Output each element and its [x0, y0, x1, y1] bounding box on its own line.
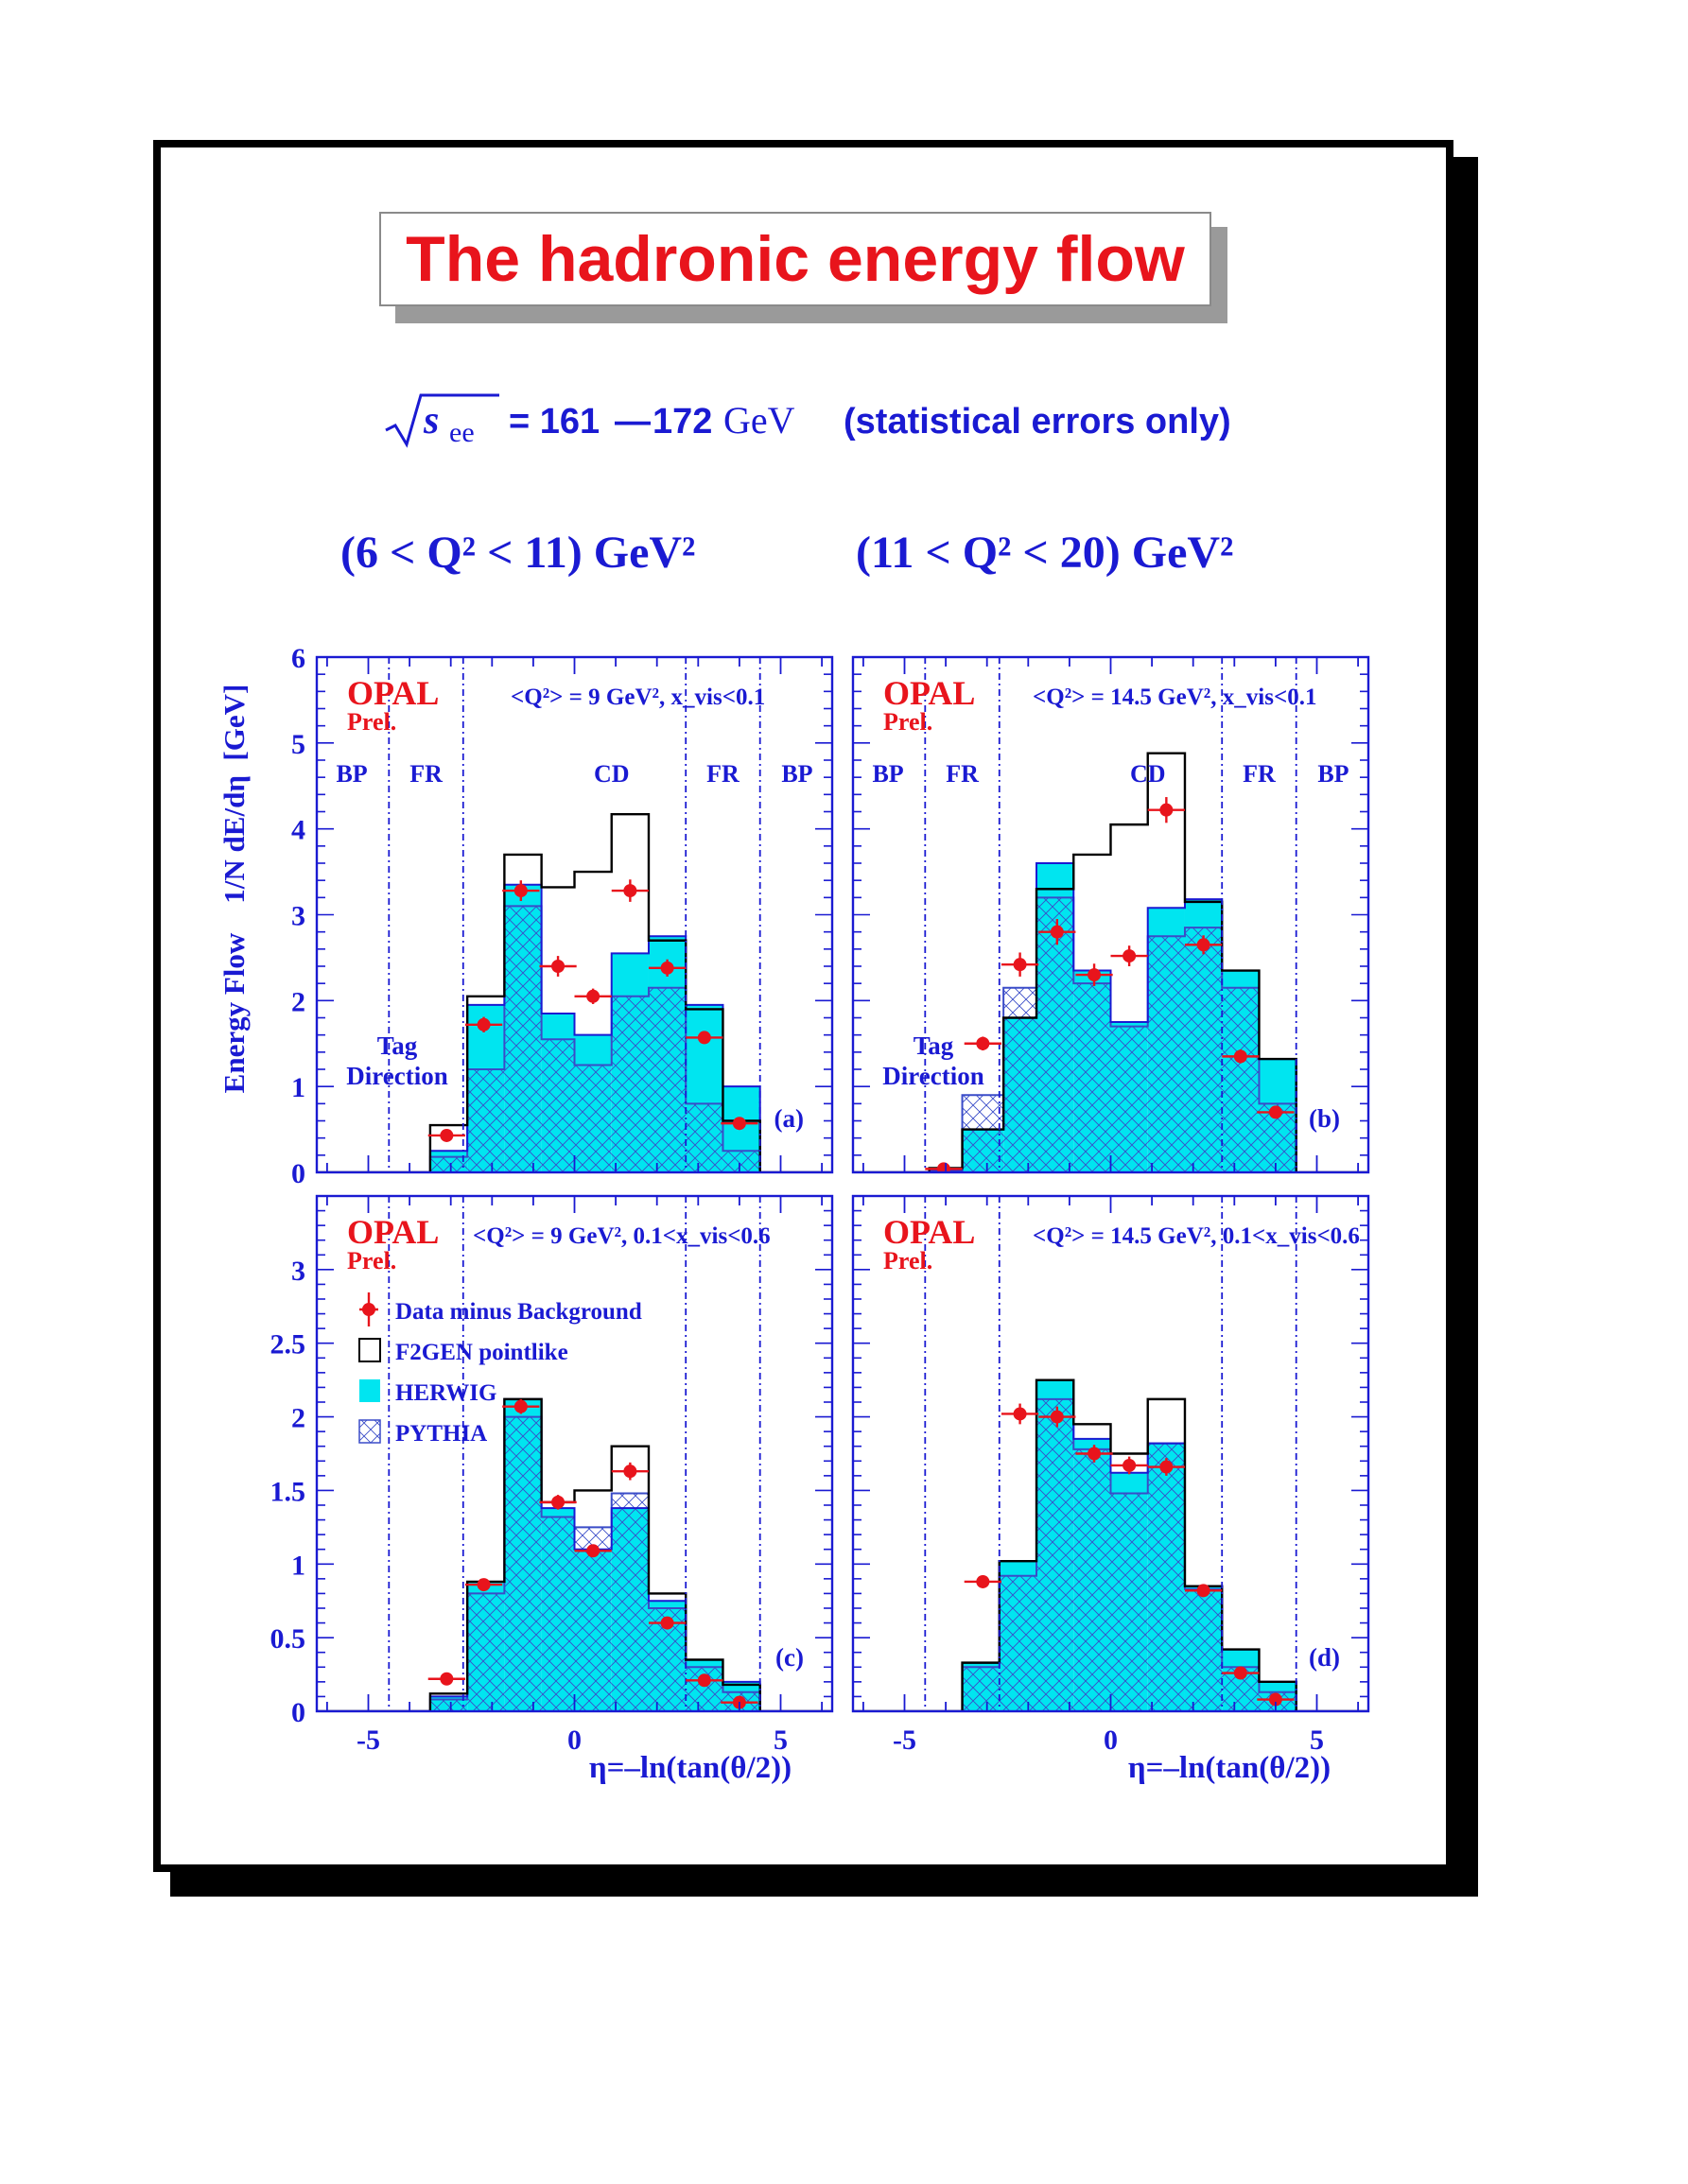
region-label: CD: [593, 760, 630, 788]
x-axis-title-left: η=–ln(tan(θ/2)): [588, 1751, 792, 1785]
data-point: [1159, 1461, 1173, 1474]
legend-label: PYTHIA: [395, 1421, 488, 1447]
x-axis-title-right: η=–ln(tan(θ/2)): [1127, 1751, 1331, 1785]
sqrt-sign: [386, 395, 499, 444]
tag-direction-label: Tag: [376, 1031, 418, 1060]
data-point: [1088, 968, 1101, 981]
pythia-bar: [1222, 988, 1259, 1172]
region-label: FR: [946, 760, 979, 788]
y-tick-label: 4: [291, 814, 305, 846]
s-subscript: ee: [449, 417, 475, 448]
data-point: [514, 1400, 528, 1413]
pythia-bar: [430, 1700, 467, 1711]
legend-item-herwig: [359, 1379, 496, 1406]
y-tick-label: 0: [291, 1158, 305, 1189]
data-point: [698, 1673, 711, 1687]
panel-letter: (c): [775, 1643, 804, 1672]
pythia-bar: [542, 1039, 575, 1172]
pythia-bar: [1000, 1576, 1036, 1711]
pythia-bar: [1036, 897, 1073, 1172]
y-tick-label: 5: [291, 728, 305, 760]
y-tick-label: 1.5: [270, 1476, 305, 1508]
region-label: BP: [781, 760, 813, 788]
legend-herwig-swatch: [359, 1379, 380, 1402]
pythia-bar: [612, 1494, 649, 1711]
y-axis-title: Energy Flow 1/N dE/dη [GeV]: [218, 684, 251, 1094]
prel-label: Prel.: [883, 708, 933, 736]
region-label: BP: [872, 760, 904, 788]
condition-label: <Q²> = 14.5 GeV², x_vis<0.1: [1033, 685, 1317, 710]
data-point: [1159, 804, 1173, 817]
energy-unit: GeV: [723, 399, 795, 442]
panel-d: [853, 1196, 1368, 1756]
opal-label: OPAL: [347, 674, 440, 712]
x-tick-label: -5: [893, 1725, 916, 1756]
data-point: [1197, 1584, 1210, 1597]
data-point: [551, 960, 565, 973]
region-label: BP: [1317, 760, 1349, 788]
pythia-bar: [963, 1095, 1004, 1172]
data-point: [586, 990, 600, 1003]
data-point: [698, 1031, 711, 1044]
pythia-bar: [649, 988, 686, 1172]
y-tick-label: 2.5: [270, 1328, 305, 1361]
pythia-bar: [467, 1069, 504, 1172]
s-symbol: s: [424, 399, 440, 442]
pythia-bar: [1073, 1449, 1110, 1711]
pythia-bar: [542, 1517, 575, 1711]
legend-label: Data minus Background: [395, 1299, 642, 1325]
panel-c: [270, 1196, 833, 1756]
y-tick-label: 0.5: [270, 1623, 305, 1655]
y-tick-label: 1: [291, 1550, 305, 1582]
y-tick-label: 6: [291, 643, 305, 674]
x-tick-label: 5: [1310, 1725, 1324, 1756]
x-tick-label: 0: [567, 1725, 582, 1756]
y-tick-label: 3: [291, 900, 305, 932]
data-point: [1269, 1105, 1282, 1118]
energy-low: = 161: [509, 402, 600, 442]
data-point: [1122, 1459, 1136, 1472]
region-label: BP: [336, 760, 368, 788]
data-point: [623, 884, 636, 897]
data-point: [1014, 1407, 1027, 1420]
y-tick-label: 2: [291, 1402, 305, 1434]
panels: [270, 643, 1369, 1756]
data-point: [976, 1575, 989, 1588]
energy-dash: —: [615, 402, 651, 442]
pythia-bar: [1036, 1399, 1073, 1711]
legend-pythia-swatch: [359, 1420, 380, 1443]
data-point: [514, 884, 528, 897]
data-point: [1234, 1667, 1247, 1680]
condition-label: <Q²> = 14.5 GeV², 0.1<x_vis<0.6: [1033, 1223, 1360, 1249]
panel-letter: (b): [1309, 1104, 1340, 1133]
data-point: [661, 962, 674, 975]
prel-label: Prel.: [347, 708, 397, 736]
legend-label: HERWIG: [395, 1380, 497, 1406]
legend-data-marker: [362, 1303, 375, 1316]
legend-item-f2gen: [359, 1339, 568, 1365]
data-point: [478, 1018, 491, 1031]
pythia-bar: [1148, 936, 1185, 1172]
x-tick-label: -5: [357, 1725, 380, 1756]
pythia-bar: [1111, 1494, 1148, 1711]
energy-line: [386, 395, 1231, 448]
data-point: [1051, 926, 1064, 939]
data-point: [1234, 1049, 1247, 1063]
data-point: [661, 1617, 674, 1630]
data-point: [551, 1496, 565, 1509]
panel-a: [291, 643, 832, 1189]
data-point: [1197, 938, 1210, 951]
pythia-bar: [1148, 1444, 1185, 1711]
q2-range-right: (11 < Q² < 20) GeV²: [856, 528, 1234, 578]
y-tick-label: 3: [291, 1255, 305, 1287]
panel-b: [853, 657, 1368, 1175]
data-point: [586, 1544, 600, 1557]
data-point: [937, 1162, 950, 1175]
opal-label: OPAL: [883, 674, 976, 712]
data-point: [1051, 1411, 1064, 1424]
data-point: [440, 1129, 453, 1142]
y-tick-label: 1: [291, 1072, 305, 1104]
pythia-bar: [575, 1065, 612, 1172]
data-point: [623, 1465, 636, 1478]
pythia-bar: [1185, 927, 1222, 1172]
pythia-bar: [504, 1417, 541, 1711]
pythia-bar: [612, 997, 649, 1172]
energy-high: 172: [653, 402, 713, 442]
y-tick-label: 0: [291, 1697, 305, 1728]
x-tick-label: 5: [774, 1725, 788, 1756]
data-point: [440, 1673, 453, 1686]
data-point: [478, 1578, 491, 1591]
pythia-bar: [430, 1157, 467, 1172]
region-label: CD: [1129, 760, 1166, 788]
prel-label: Prel.: [347, 1247, 397, 1274]
region-label: FR: [1243, 760, 1276, 788]
panel-letter: (a): [774, 1104, 804, 1133]
opal-label: OPAL: [883, 1213, 976, 1251]
q2-range-left: (6 < Q² < 11) GeV²: [340, 528, 696, 578]
pythia-bar: [686, 1667, 722, 1711]
pythia-bar: [467, 1593, 504, 1711]
x-tick-label: 0: [1104, 1725, 1118, 1756]
pythia-bar: [1073, 983, 1110, 1172]
data-point: [1014, 958, 1027, 971]
page-title: The hadronic energy flow: [406, 223, 1185, 295]
data-point: [1122, 949, 1136, 962]
data-point: [976, 1037, 989, 1050]
pythia-bar: [722, 1151, 759, 1172]
pythia-bar: [1111, 1027, 1148, 1172]
condition-label: <Q²> = 9 GeV², x_vis<0.1: [511, 685, 766, 710]
data-point: [733, 1117, 746, 1130]
pythia-bar: [504, 906, 541, 1172]
region-label: FR: [409, 760, 443, 788]
tag-direction-label: Direction: [882, 1062, 984, 1090]
pythia-bar: [686, 1103, 722, 1172]
data-point: [1088, 1447, 1101, 1461]
legend-label: F2GEN pointlike: [395, 1340, 568, 1365]
condition-label: <Q²> = 9 GeV², 0.1<x_vis<0.6: [473, 1223, 771, 1249]
prel-label: Prel.: [883, 1247, 933, 1274]
y-tick-label: 2: [291, 986, 305, 1018]
stat-note: (statistical errors only): [844, 402, 1231, 442]
opal-label: OPAL: [347, 1213, 440, 1251]
region-label: FR: [706, 760, 740, 788]
pythia-bar: [1003, 988, 1036, 1172]
legend-item-data: [359, 1292, 642, 1326]
legend-item-pythia: [359, 1420, 487, 1447]
panel-letter: (d): [1309, 1643, 1340, 1672]
legend: [359, 1292, 642, 1447]
pythia-bar: [963, 1667, 1000, 1711]
pythia-bar: [1185, 1589, 1222, 1711]
tag-direction-label: Tag: [913, 1031, 954, 1060]
tag-direction-label: Direction: [346, 1062, 448, 1090]
legend-f2gen-swatch: [359, 1339, 380, 1361]
